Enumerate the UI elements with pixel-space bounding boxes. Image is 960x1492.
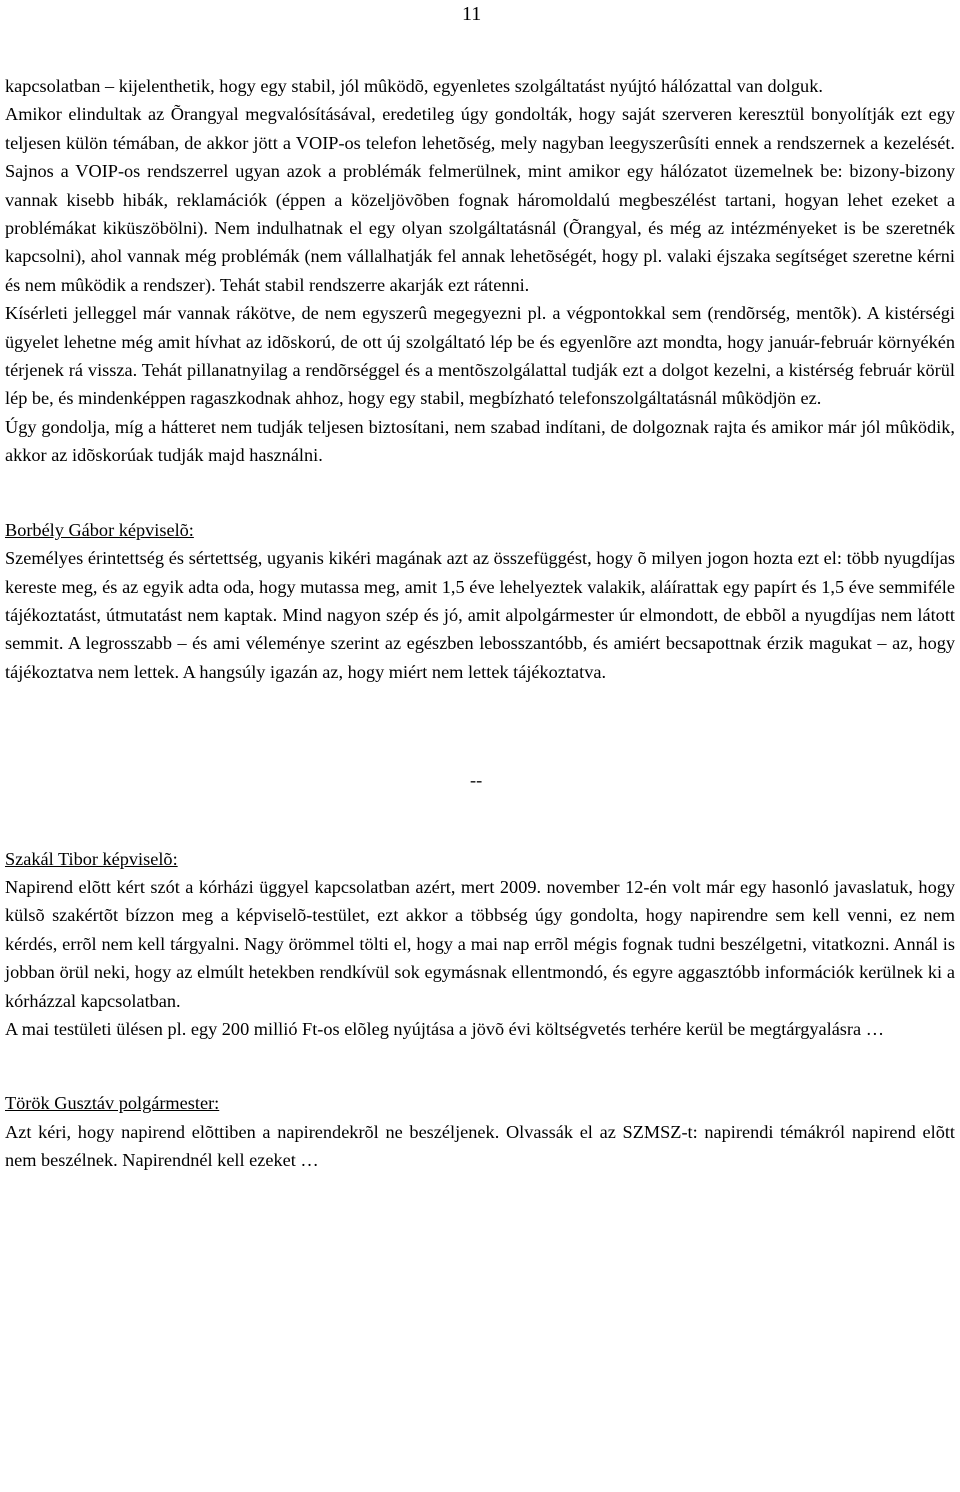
- paragraph: Napirend elõtt kért szót a kórházi üggyel kapcsolatban azért, mert 2009. november 12-én volt már egy hasonló javaslatuk, hogy külsõ szakértõt bízzon meg a képviselõ-testület, ezt akkor a többség úgy gondolta, hogy napirendre sem kell venni, ez nem kérdés, errõl nem kell tárgyalni. Nagy örömmel tölti el, hogy a mai nap errõl mégis fognak tudni beszélgetni, vitatkozni. Annál is jobban örül neki, hogy az elmúlt hetekben rendkívül sok egymásnak ellentmondó, és egyre aggasztóbb információk kerülnek ki a kórházzal kapcsolatban.: [5, 876, 955, 1011]
- spacer: [5, 795, 955, 845]
- page-number: 11: [462, 3, 482, 25]
- paragraph: Azt kéri, hogy napirend elõttiben a napirendekrõl ne beszéljenek. Olvassák el az SZMSZ-t: napirendi témákról napirend elõtt nem beszélnek. Napirendnél kell ezeket …: [5, 1121, 955, 1171]
- paragraph: Kísérleti jelleggel már vannak rákötve, de nem egyszerû megegyezni pl. a végpontokkal sem (rendõrség, mentõk). A kistérségi ügyelet lehetne még amit hívhat az idõskorú, de ott új szolgáltató lép be és egyenlõre azt mondta, hogy január-február környékén térjenek rá vissza. Tehát pillanatnyilag a rendõrséggel és a mentõszolgálattal tudják ezt a dolgot kezelni, a kistérség február körül lép be, és mindenképpen ragaszkodnak ahhoz, hogy egy stabil, megbízható telefonszolgáltatásnál mûködjön ez.: [5, 303, 955, 409]
- paragraph: Amikor elindultak az Õrangyal megvalósításával, eredetileg úgy gondolták, hogy saját szerveren keresztül bonyolítják ezt egy teljesen külön témában, de akkor jött a VOIP-os telefon lehetõség, mely nagyban leegyszerûsíti ennek a rendszernek a kezelését. Sajnos a VOIP-os rendszerrel ugyan azok a problémák felmerülnek, mint amikor egy hálózatot üzemelnek be: bizony-bizony vannak kisebb hibák, reklamációk (éppen a közeljövõben fognak háromoldalú megbeszélést tartani, hogyan lehet ezeket a problémákat kiküszöbölni). Nem indulhatnak el egy olyan szolgáltatásnál (Õrangyal, és még az intézményeket is be szeretnék kapcsolni), ahol vannak még problémák (nem vállalhatják fel annak lehetõségét, hogy pl. valaki éjszaka segítséget szeretne kérni és nem mûködik a rendszer). Tehát stabil rendszerre akarják ezt rátenni.: [5, 104, 955, 295]
- szakal-section: [5, 845, 955, 1044]
- speaker-heading: Borbély Gábor képviselõ:: [5, 519, 194, 540]
- spacer: [5, 470, 955, 516]
- speaker-heading: Török Gusztáv polgármester:: [5, 1093, 220, 1114]
- torok-section: [5, 1089, 955, 1174]
- paragraph: A mai testületi ülésen pl. egy 200 millió Ft-os elõleg nyújtása a jövõ évi költségvetés terhére kerül be megtárgyalásra …: [5, 1018, 884, 1039]
- borbely-section: [5, 516, 955, 686]
- document-body: [5, 72, 955, 1175]
- opening-section: [5, 72, 955, 470]
- paragraph: Úgy gondolja, míg a hátteret nem tudják teljesen biztosítani, nem szabad indítani, de dolgoznak rajta és amikor már jól mûködik, akkor az idõskorúak tudják majd használni.: [5, 416, 955, 466]
- spacer: [5, 1043, 955, 1089]
- paragraph: Személyes érintettség és sértettség, ugyanis kikéri magának azt az összefüggést, hogy õ milyen jogon hozta ezt el: több nyugdíjas kereste meg, és az egyik adta oda, hogy mutassa meg, amit 1,5 éve lehelyeztek valakik, aláírattak egy papírt és 1,5 éve semmiféle tájékoztatást, útmutatást nem kaptak. Mind nagyon szép és jó, amit alpolgármester úr elmondott, de ebbõl a nyugdíjas nem látott semmit. A legrosszabb – és ami véleménye szerint az egészben lebosszantóbb, és amiért becsapottnak érzik magukat – az, hogy tájékoztatva nem lettek. A hangsúly igazán az, hogy miért nem lettek tájékoztatva.: [5, 548, 955, 682]
- section-divider: --: [470, 770, 483, 791]
- paragraph: kapcsolatban – kijelenthetik, hogy egy stabil, jól mûködõ, egyenletes szolgáltatást nyújtó hálózattal van dolguk.: [5, 76, 823, 96]
- spacer: [5, 686, 955, 766]
- speaker-heading: Szakál Tibor képviselõ:: [5, 848, 178, 869]
